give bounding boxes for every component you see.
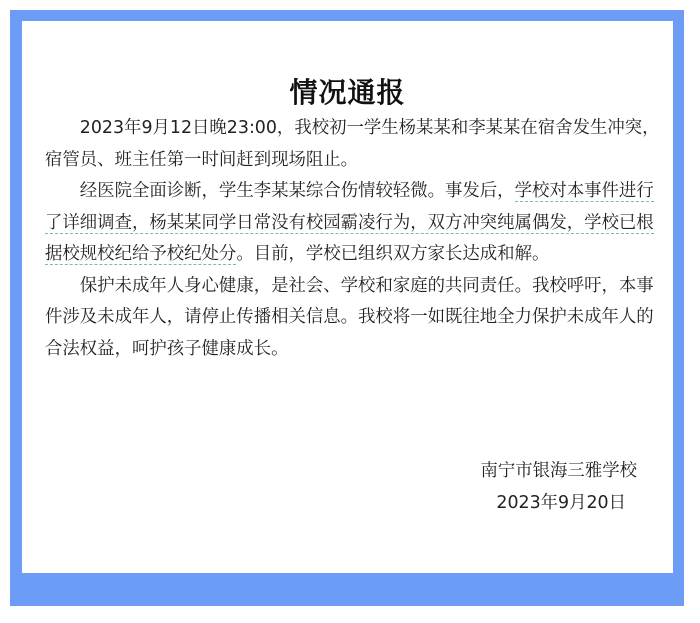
notice-body (45, 113, 662, 365)
underlined-investigation-text: 学校对本事件进行了详细调查，杨某某同学日常没有校园霸凌行为，双方冲突纯属偶发，学校已根据校规校纪给予校纪处分 (45, 181, 654, 264)
paragraph-appeal (45, 271, 662, 366)
paragraph-investigation-tail: 。目前，学校已组织双方家长达成和解。 (236, 244, 550, 264)
signature-organization: 南宁市银海三雅学校 (480, 461, 637, 481)
notice-title: 情况通报 (289, 76, 406, 109)
paragraph-incident-text: 2023年9月12日晚23:00，我校初一学生杨某某和李某某在宿舍发生冲突，宿管员、班主任第一时间赶到现场阻止。 (45, 118, 660, 170)
paragraph-incident (45, 113, 662, 176)
paragraph-investigation (45, 176, 662, 271)
paragraph-appeal-text: 保护未成年人身心健康，是社会、学校和家庭的共同责任。我校呼吁，本事件涉及未成年人，请停止传播相关信息。我校将一如既往地全力保护未成年人的合法权益，呵护孩子健康成长。 (45, 275, 654, 359)
paragraph-investigation-text: 经医院全面诊断，学生李某某综合伤情较轻微。事发后， (79, 181, 515, 201)
notice-document (22, 21, 673, 573)
signature-date: 2023年9月20日 (496, 493, 626, 513)
